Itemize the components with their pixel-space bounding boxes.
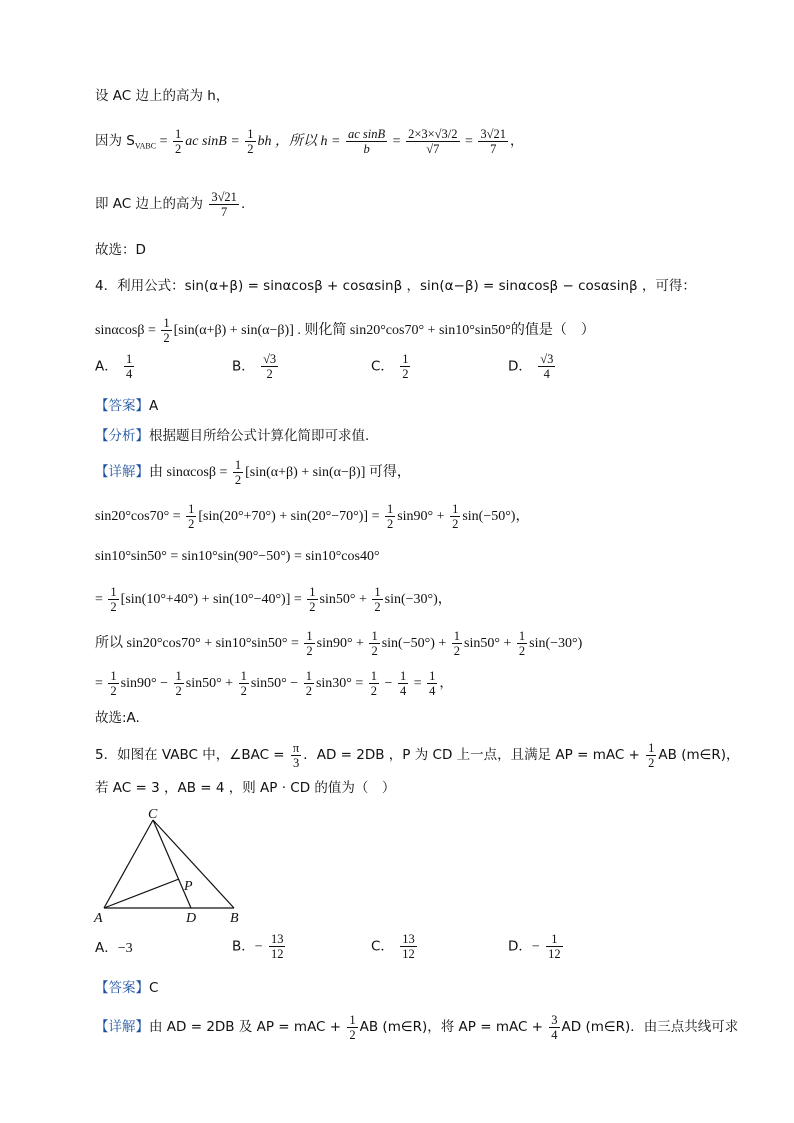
fraction: $\frac{√3}{4}$ (540, 352, 554, 381)
fraction: $\frac{1}{12}$ (548, 932, 561, 961)
label-P: P (184, 879, 193, 894)
answer-line: 【答案】C (95, 980, 159, 996)
fraction: $\frac{1}{2}$ (402, 352, 409, 381)
derivation-line: 所以 sin20°cos70° + sin10°sin50° = $\frac{1}{2}$ sin90° + $\frac{1}{2}$ sin(−50°) + $\frac{1}{2}$ sin50° + $\frac{1}{2}$ sin(−30°) (95, 628, 583, 658)
analysis-line: 【分析】根据题目所给公式计算化简即可求值. (95, 428, 370, 444)
fraction: $\frac{1}{2}$ (163, 315, 170, 345)
fraction: $\frac{1}{2}$ (648, 740, 655, 770)
triangle-figure (90, 806, 250, 928)
analysis-tag: 【分析】 (95, 428, 149, 444)
fraction: $\frac{1}{4}$ (429, 668, 436, 698)
segment-CD (153, 820, 191, 908)
answer-tag: 【答案】 (95, 980, 149, 996)
option-b: B． $\frac{√3}{2}$ (232, 352, 277, 381)
detail-tag: 【详解】 (95, 1019, 149, 1035)
detail-line: 【详解】由 sinαcosβ = $\frac{1}{2}$ [sin(α+β) + sin(α−β)] 可得， (95, 457, 411, 487)
fraction: $\frac{2\times 3\times√3/2}{√7}$ (408, 126, 458, 156)
fraction: $\frac{1}{2}$ (518, 628, 526, 658)
fraction: $\frac{1}{2}$ (174, 126, 182, 156)
fraction: $\frac{13}{12}$ (270, 932, 284, 961)
answer-tag: 【答案】 (95, 398, 149, 414)
option-d: D． $\frac{√3}{4}$ (508, 352, 554, 381)
q5-option-b: B．− $\frac{13}{12}$ (232, 932, 284, 961)
fraction: $\frac{1}{2}$ (188, 501, 195, 531)
area-formula-line: 因为 $S_{VABC}$ = $\frac{1}{2}$ ac sinB = $\frac{1}{2}$ bh ，所以 h = $\frac{\text{ac sinB}}{b}$ = $\frac{2\times 3\times√3/2}{√7}$ = $\frac{3√21}{7}$ ， (95, 126, 524, 156)
fraction: $\frac{1}{2}$ (234, 457, 242, 487)
option-c: C． $\frac{1}{2}$ (371, 352, 409, 381)
label-C: C (148, 807, 158, 822)
segment-AP (104, 879, 179, 908)
answer-choice-line: 故选：D (95, 242, 146, 258)
derivation-line: = $\frac{1}{2}$ [sin(10°+40°) + sin(10°−40°)] = $\frac{1}{2}$ sin50° + $\frac{1}{2}$ sin(−30°)， (95, 584, 452, 614)
text-line (95, 86, 229, 106)
fraction: $\frac{1}{2}$ (240, 668, 247, 698)
label-D: D (186, 911, 197, 926)
fraction: $\frac{13}{12}$ (402, 932, 415, 961)
fraction: $\frac{1}{2}$ (306, 628, 313, 658)
answer-choice-line: 故选:A. (95, 710, 140, 726)
label-A: A (94, 911, 103, 926)
fraction: $\frac{1}{2}$ (374, 584, 381, 614)
fraction: $\frac{1}{2}$ (371, 628, 378, 658)
fraction: $\frac{3√21}{7}$ (211, 189, 237, 219)
side-AC (104, 820, 153, 908)
fraction: $\frac{1}{2}$ (452, 501, 459, 531)
option-a: A． $\frac{1}{4}$ (95, 352, 133, 381)
fraction: $\frac{1}{2}$ (175, 668, 182, 698)
fraction: $\frac{\pi}{3}$ (292, 740, 300, 770)
side-CB (153, 820, 234, 908)
fraction: $\frac{1}{2}$ (370, 668, 378, 698)
fraction: $\frac{1}{2}$ (110, 584, 117, 614)
question-5-stem: 5．如图在 VABC 中，∠BAC = $\frac{\pi}{3}$ ．AD = 2DB ，P 为 CD 上一点，且满足 AP = mAC + $\frac{1}{2}$ AB (m∈R)， (95, 740, 740, 770)
fraction: $\frac{1}{4}$ (399, 668, 407, 698)
derivation-line: = $\frac{1}{2}$ sin90° − $\frac{1}{2}$ sin50° + $\frac{1}{2}$ sin50° − $\frac{1}{2}$ sin30° = $\frac{1}{2}$ − $\frac{1}{4}$ = $\frac{1}{4}$ ， (95, 668, 453, 698)
q5-option-c: C． $\frac{13}{12}$ (371, 932, 415, 961)
fraction: $\frac{1}{2}$ (453, 628, 461, 658)
question-5-stem-cont: 若 AC = 3 ，AB = 4 ，则 AP · CD 的值为（ ） (95, 780, 396, 796)
fraction: $\frac{1}{2}$ (110, 668, 117, 698)
fraction: $\frac{1}{2}$ (309, 584, 316, 614)
fraction: $\frac{1}{2}$ (247, 126, 254, 156)
fraction: $\frac{\text{ac sinB}}{b}$ (348, 126, 386, 156)
q5-option-d: D．− $\frac{1}{12}$ (508, 932, 561, 961)
fraction: $\frac{3√21}{7}$ (480, 126, 507, 156)
fraction: $\frac{1}{2}$ (305, 668, 312, 698)
fraction: $\frac{1}{4}$ (126, 352, 133, 381)
derivation-line: sin10°sin50° = sin10°sin(90°−50°) = sin10°cos40° (95, 549, 380, 564)
fraction: $\frac{1}{2}$ (349, 1012, 356, 1042)
detail-tag: 【详解】 (95, 464, 149, 480)
answer-line: 【答案】A (95, 398, 159, 414)
height-sentence: 设 AC 边上的高为 h， (95, 88, 230, 104)
text-line: 即 AC 边上的高为 $\frac{3√21}{7}$ . (95, 189, 246, 219)
fraction: $\frac{1}{2}$ (386, 501, 394, 531)
question-4-stem: 4．利用公式：sin(α+β) = sinαcosβ + cosαsinβ ，sin(α−β) = sinαcosβ − cosαsinβ ，可得： (95, 278, 696, 294)
q5-option-a: A．−3 (95, 940, 133, 956)
detail-line: 【详解】由 AD = 2DB 及 AP = mAC + $\frac{1}{2}$ AB (m∈R)，将 AP = mAC + $\frac{3}{4}$ AD (m∈R)．由三点共线可求 (95, 1012, 739, 1042)
derivation-line: sin20°cos70° = $\frac{1}{2}$ [sin(20°+70°) + sin(20°−70°)] = $\frac{1}{2}$ sin90° + $\frac{1}{2}$ sin(−50°)， (95, 501, 530, 531)
label-B: B (230, 911, 239, 926)
question-4-formula: sinαcosβ = $\frac{1}{2}$ [sin(α+β) + sin(α−β)] . 则化简 sin20°cos70° + sin10°sin50°的值是（ ） (95, 315, 595, 345)
fraction: $\frac{√3}{2}$ (263, 352, 277, 381)
fraction: $\frac{3}{4}$ (551, 1012, 558, 1042)
